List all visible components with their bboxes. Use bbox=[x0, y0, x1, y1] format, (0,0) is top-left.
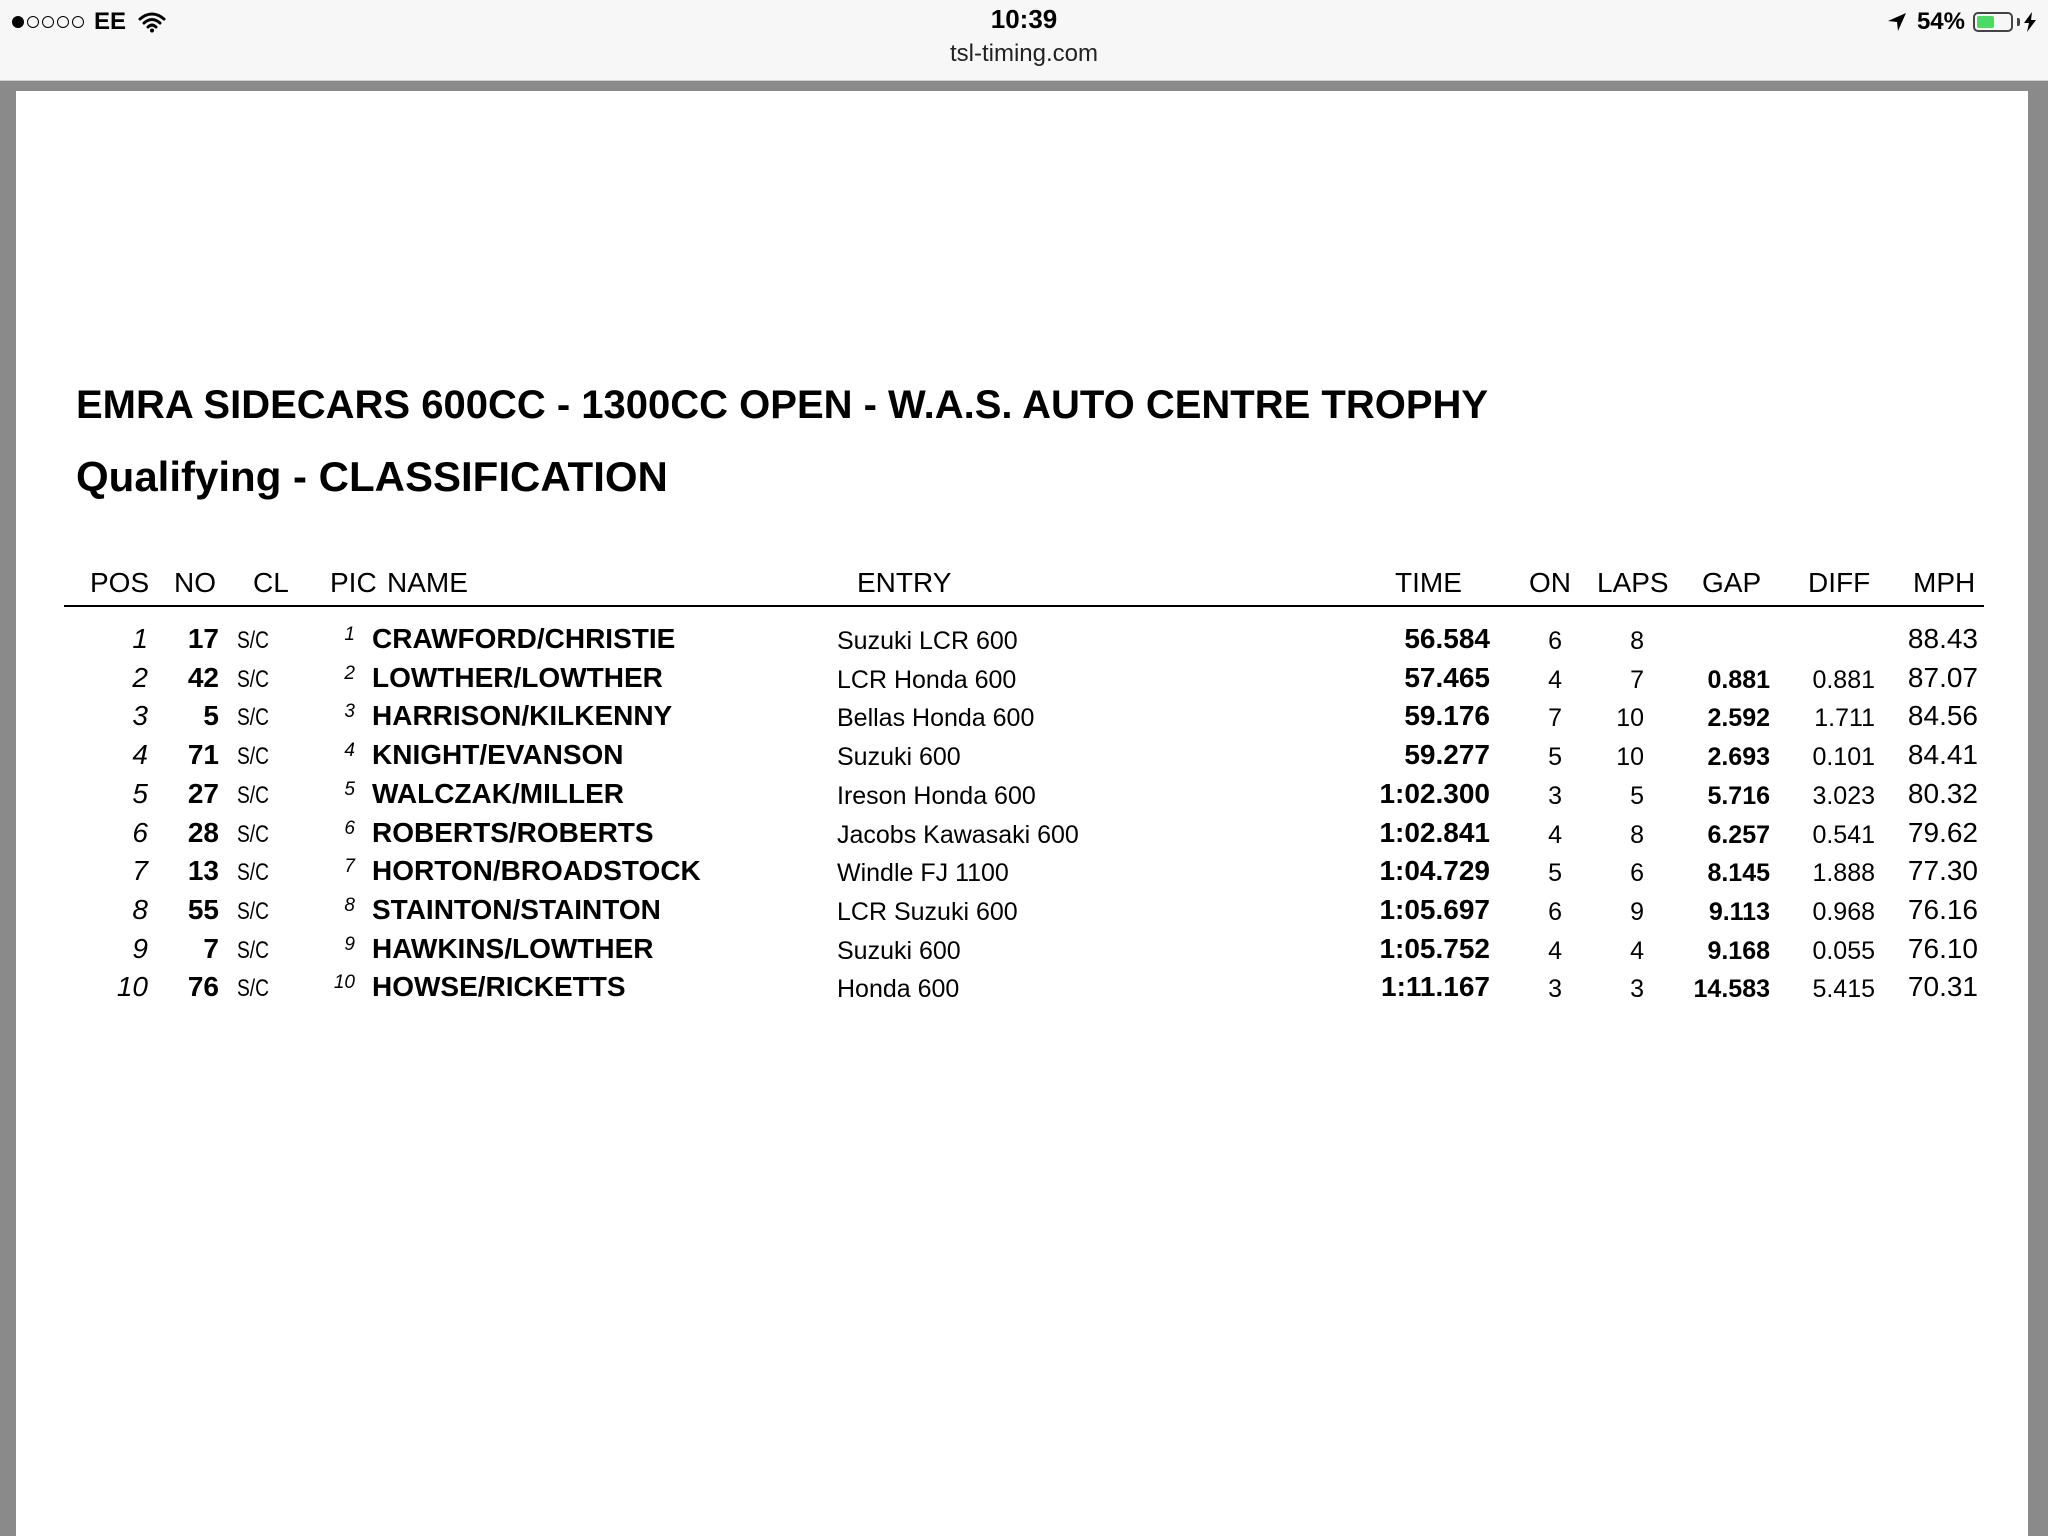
column-header-entry: ENTRY bbox=[857, 567, 952, 598]
row-5-entry: Ireson Honda 600 bbox=[837, 781, 1036, 810]
row-3-diff: 1.711 bbox=[1814, 704, 1875, 733]
row-5-gap: 5.716 bbox=[1707, 781, 1770, 810]
row-3-pos: 3 bbox=[132, 700, 148, 732]
row-5-on: 3 bbox=[1548, 781, 1562, 810]
row-5-cl: S/C bbox=[237, 781, 270, 809]
row-5-pos: 5 bbox=[132, 777, 148, 809]
carrier-name: EE bbox=[94, 8, 127, 35]
row-10-mph: 70.31 bbox=[1907, 971, 1978, 1003]
column-header-on: ON bbox=[1529, 567, 1571, 598]
clock-time: 10:39 bbox=[990, 4, 1058, 34]
row-7-pic: 7 bbox=[344, 856, 355, 878]
row-1-cl: S/C bbox=[237, 627, 270, 654]
row-2-time: 57.465 bbox=[1404, 661, 1490, 693]
row-4-cl: S/C bbox=[237, 743, 270, 771]
row-7-name: HORTON/BROADSTOCK bbox=[372, 855, 701, 887]
row-9-pos: 9 bbox=[132, 932, 148, 964]
row-9-name: HAWKINS/LOWTHER bbox=[372, 932, 654, 964]
row-9-time: 1:05.752 bbox=[1379, 932, 1490, 964]
row-8-diff: 0.968 bbox=[1812, 897, 1875, 926]
row-8-entry: LCR Suzuki 600 bbox=[837, 897, 1018, 926]
row-6-mph: 79.62 bbox=[1907, 816, 1978, 848]
row-7-time: 1:04.729 bbox=[1379, 855, 1490, 887]
row-1-laps: 8 bbox=[1630, 627, 1644, 655]
row-10-gap: 14.583 bbox=[1693, 975, 1770, 1004]
row-6-no: 28 bbox=[187, 816, 219, 848]
row-2-entry: LCR Honda 600 bbox=[837, 665, 1017, 694]
row-2-mph: 87.07 bbox=[1907, 661, 1978, 693]
column-header-pic: PIC bbox=[330, 567, 377, 598]
row-9-laps: 4 bbox=[1630, 936, 1644, 965]
row-10-pic: 10 bbox=[333, 972, 355, 994]
row-6-time: 1:02.841 bbox=[1379, 816, 1490, 848]
row-1-pos: 1 bbox=[132, 623, 148, 654]
row-3-on: 7 bbox=[1548, 704, 1562, 733]
row-2-no: 42 bbox=[187, 661, 219, 693]
row-3-entry: Bellas Honda 600 bbox=[837, 704, 1035, 733]
battery-percent: 54% bbox=[1916, 8, 1965, 35]
row-2-laps: 7 bbox=[1630, 665, 1644, 694]
address-bar-url[interactable]: tsl-timing.com bbox=[949, 40, 1099, 67]
row-7-pos: 7 bbox=[132, 855, 148, 887]
session-subtitle: Qualifying - CLASSIFICATION bbox=[76, 453, 668, 500]
row-5-pic: 5 bbox=[344, 778, 355, 800]
row-9-gap: 9.168 bbox=[1707, 936, 1770, 965]
row-7-cl: S/C bbox=[237, 859, 270, 887]
row-10-pos: 10 bbox=[116, 971, 148, 1003]
row-4-on: 5 bbox=[1548, 743, 1562, 772]
row-2-cl: S/C bbox=[237, 665, 270, 693]
row-4-laps: 10 bbox=[1616, 743, 1644, 772]
row-6-gap: 6.257 bbox=[1707, 820, 1770, 849]
row-3-pic: 3 bbox=[344, 701, 355, 723]
row-8-no: 55 bbox=[187, 893, 219, 925]
row-8-pos: 8 bbox=[132, 893, 148, 925]
row-10-laps: 3 bbox=[1630, 975, 1644, 1004]
column-header-no: NO bbox=[174, 567, 216, 598]
row-5-no: 27 bbox=[187, 777, 219, 809]
row-10-diff: 5.415 bbox=[1812, 975, 1875, 1004]
row-8-pic: 8 bbox=[344, 894, 355, 916]
row-5-laps: 5 bbox=[1630, 781, 1644, 810]
row-3-time: 59.176 bbox=[1404, 700, 1490, 732]
row-7-laps: 6 bbox=[1630, 859, 1644, 888]
row-8-gap: 9.113 bbox=[1708, 897, 1770, 926]
row-2-on: 4 bbox=[1548, 665, 1562, 694]
row-2-diff: 0.881 bbox=[1812, 665, 1875, 694]
row-10-time: 1:11.167 bbox=[1381, 971, 1490, 1003]
row-5-name: WALCZAK/MILLER bbox=[372, 777, 624, 809]
column-header-name: NAME bbox=[387, 567, 468, 598]
row-4-diff: 0.101 bbox=[1812, 743, 1875, 772]
row-4-pos: 4 bbox=[132, 739, 148, 771]
column-header-mph: MPH bbox=[1913, 567, 1976, 598]
row-7-entry: Windle FJ 1100 bbox=[837, 859, 1009, 888]
row-6-entry: Jacobs Kawasaki 600 bbox=[837, 820, 1079, 849]
row-6-pic: 6 bbox=[344, 817, 355, 839]
row-9-no: 7 bbox=[203, 932, 219, 964]
header-divider bbox=[64, 605, 1984, 607]
row-9-diff: 0.055 bbox=[1812, 936, 1875, 965]
row-9-cl: S/C bbox=[237, 936, 270, 964]
row-8-name: STAINTON/STAINTON bbox=[372, 893, 661, 925]
row-10-name: HOWSE/RICKETTS bbox=[372, 971, 626, 1003]
row-9-pic: 9 bbox=[344, 933, 355, 955]
row-5-diff: 3.023 bbox=[1812, 781, 1875, 810]
row-1-entry: Suzuki LCR 600 bbox=[837, 627, 1018, 655]
row-7-gap: 8.145 bbox=[1707, 859, 1770, 888]
row-6-laps: 8 bbox=[1630, 820, 1644, 849]
row-1-on: 6 bbox=[1548, 627, 1562, 655]
column-header-time: TIME bbox=[1395, 567, 1462, 598]
column-header-cl: CL bbox=[253, 567, 289, 598]
battery-tip bbox=[2017, 18, 2020, 26]
row-10-entry: Honda 600 bbox=[837, 975, 960, 1004]
row-9-on: 4 bbox=[1548, 936, 1562, 965]
row-9-mph: 76.10 bbox=[1907, 932, 1978, 964]
event-title: EMRA SIDECARS 600CC - 1300CC OPEN - W.A.S. AUTO CENTRE TROPHY bbox=[76, 383, 1489, 427]
status-bar bbox=[0, 0, 2048, 81]
row-2-pos: 2 bbox=[132, 661, 148, 693]
row-4-mph: 84.41 bbox=[1907, 739, 1978, 771]
column-header-gap: GAP bbox=[1702, 567, 1762, 598]
row-3-mph: 84.56 bbox=[1907, 700, 1978, 732]
battery-level-fill bbox=[1977, 16, 1994, 28]
row-1-name: CRAWFORD/CHRISTIE bbox=[372, 623, 676, 654]
row-4-pic: 4 bbox=[344, 740, 355, 762]
row-4-gap: 2.693 bbox=[1707, 743, 1770, 772]
row-4-time: 59.277 bbox=[1404, 739, 1490, 771]
row-3-gap: 2.592 bbox=[1707, 704, 1770, 733]
battery-icon bbox=[1973, 12, 2013, 32]
row-3-name: HARRISON/KILKENNY bbox=[372, 700, 673, 732]
row-8-laps: 9 bbox=[1630, 897, 1644, 926]
charging-bolt-icon bbox=[2024, 12, 2036, 32]
row-10-no: 76 bbox=[187, 971, 219, 1003]
row-6-on: 4 bbox=[1548, 820, 1562, 849]
row-6-pos: 6 bbox=[132, 816, 148, 848]
results-table bbox=[64, 559, 1984, 1009]
row-4-no: 71 bbox=[187, 739, 219, 771]
row-4-entry: Suzuki 600 bbox=[837, 743, 961, 772]
row-8-time: 1:05.697 bbox=[1379, 893, 1490, 925]
row-7-on: 5 bbox=[1548, 859, 1562, 888]
row-8-on: 6 bbox=[1548, 897, 1562, 926]
row-7-no: 13 bbox=[187, 855, 219, 887]
row-5-time: 1:02.300 bbox=[1379, 777, 1490, 809]
row-6-diff: 0.541 bbox=[1812, 820, 1875, 849]
row-1-time: 56.584 bbox=[1404, 623, 1490, 654]
status-right bbox=[1887, 6, 2036, 38]
row-1-mph: 88.43 bbox=[1907, 623, 1978, 654]
row-2-gap: 0.881 bbox=[1707, 665, 1770, 694]
row-1-pic: 1 bbox=[344, 624, 355, 645]
row-9-entry: Suzuki 600 bbox=[837, 936, 961, 965]
row-5-mph: 80.32 bbox=[1907, 777, 1978, 809]
row-8-mph: 76.16 bbox=[1907, 893, 1978, 925]
row-3-no: 5 bbox=[203, 700, 219, 732]
row-7-diff: 1.888 bbox=[1812, 859, 1875, 888]
row-2-pic: 2 bbox=[344, 662, 355, 684]
row-1-no: 17 bbox=[187, 623, 219, 654]
row-3-cl: S/C bbox=[237, 704, 270, 732]
column-header-diff: DIFF bbox=[1808, 567, 1871, 598]
row-8-cl: S/C bbox=[237, 897, 270, 925]
location-arrow-icon bbox=[1887, 12, 1907, 32]
row-7-mph: 77.30 bbox=[1907, 855, 1978, 887]
document-page bbox=[16, 91, 2028, 1536]
column-header-pos: POS bbox=[90, 567, 150, 598]
column-header-laps: LAPS bbox=[1597, 567, 1669, 598]
row-2-name: LOWTHER/LOWTHER bbox=[372, 661, 663, 693]
row-3-laps: 10 bbox=[1616, 704, 1644, 733]
row-6-cl: S/C bbox=[237, 820, 270, 848]
row-6-name: ROBERTS/ROBERTS bbox=[372, 816, 654, 848]
row-4-name: KNIGHT/EVANSON bbox=[372, 739, 624, 771]
row-10-on: 3 bbox=[1548, 975, 1562, 1004]
row-10-cl: S/C bbox=[237, 975, 270, 1003]
